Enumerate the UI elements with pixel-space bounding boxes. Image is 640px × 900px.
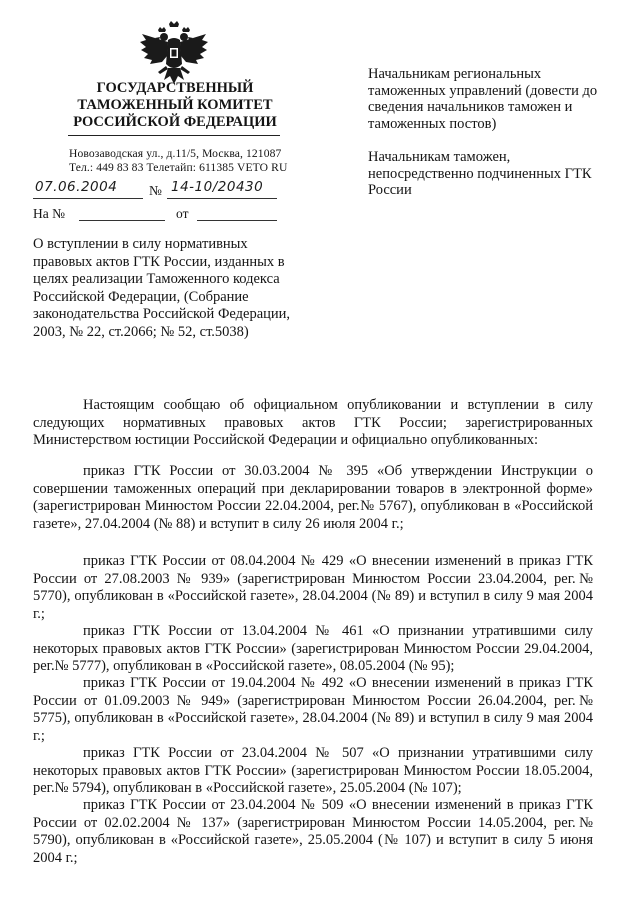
addressee-block	[368, 66, 608, 216]
order-5-text: приказ ГТК России от 23.04.2004 № 507 «О признании утратившими силу некоторых правовых актов ГТК России» (зарегистрирован Минюстом России 18.05.2004, рег.№ 5794), опубликован в «Российской газете», 25.05.2004 (№ 107);	[33, 745, 593, 796]
reference-line	[33, 206, 313, 224]
addressee-1: Начальникам региональных таможенных управлений (довести до сведения начальников таможен и таможенных постов)	[368, 66, 598, 132]
order-3-text: приказ ГТК России от 13.04.2004 № 461 «О признании утратившими силу некоторых правовых актов ГТК России» (зарегистрирован Минюстом России 29.04.2004, рег.№ 5777), опубликован в «Российской газете», 08.05.2004 (№ 95);	[33, 623, 593, 674]
order-2-text: приказ ГТК России от 08.04.2004 № 429 «О внесении изменений в приказ ГТК России от 27.08.2003 № 939» (зарегистрирован Минюстом России 23.04.2004, рег.№ 5770), опубликован в «Российской газете», 28.04.2004 (№ 89) и вступил в силу 9 мая 2004 г.;	[33, 553, 593, 622]
ref-number-label: На №	[33, 206, 65, 221]
ref-from-label: от	[176, 206, 189, 221]
order-item	[33, 463, 593, 533]
order-item	[33, 745, 593, 798]
organization-name	[60, 80, 290, 131]
document-subject: О вступлении в силу нормативных правовых актов ГТК России, изданных в целях реализации Таможенного кодекса Российской Федерации, (Собрание законодательства Российской Федерации, 2003, № 22, ст.2066; № 52, ст.5038)	[33, 236, 291, 340]
order-item	[33, 797, 593, 867]
number-label: №	[149, 183, 162, 198]
date-underline	[33, 198, 143, 199]
order-4-text: приказ ГТК России от 19.04.2004 № 492 «О внесении изменений в приказ ГТК России от 01.09.2003 № 949» (зарегистрирован Минюстом России 26.04.2004, рег.№ 5775), опубликован в «Российской газете», 28.04.2004 (№ 89) и вступил в силу 9 мая 2004 г.;	[33, 675, 593, 744]
intro-text: Настоящим сообщаю об официальном опубликовании и вступлении в силу следующих нормативных правовых актов ГТК России; зарегистрированных Министерством юстиции Российской Федерации и официально опубликованных:	[33, 397, 593, 448]
order-item	[33, 675, 593, 745]
order-item	[33, 553, 593, 623]
intro-paragraph	[33, 397, 593, 450]
document-date: 07.06.2004	[35, 179, 118, 195]
order-1-text: приказ ГТК России от 30.03.2004 № 395 «Об утверждении Инструкции о совершении таможенных операций при декларировании товаров в электронной форме» (зарегистрирован Минюстом России 22.04.2004, рег.№ 5767), опубликован в «Российской газете», 27.04.2004 (№ 88) и вступит в силу 26 июля 2004 г.;	[33, 463, 593, 532]
ref-date-blank	[197, 220, 277, 221]
document-number: 14-10/20430	[171, 179, 264, 195]
addressee-2: Начальникам таможен, непосредственно подчиненных ГТК России	[368, 149, 592, 198]
org-line-2: ТАМОЖЕННЫЙ КОМИТЕТ	[77, 97, 273, 113]
address-line: Новозаводская ул., д.11/5, Москва, 121087	[69, 147, 282, 160]
order-6-text: приказ ГТК России от 23.04.2004 № 509 «О внесении изменений в приказ ГТК России от 02.02.2004 № 137» (зарегистрирован Минюстом России 14.05.2004, рег.№ 5790), опубликован в «Российской газете», 25.05.2004 (№ 107) и вступит в силу 5 июня 2004 г.;	[33, 797, 593, 866]
registration-line	[33, 179, 313, 201]
phone-line: Тел.: 449 83 83 Телетайп: 611385 VETO RU	[69, 161, 288, 174]
org-line-3: РОССИЙСКОЙ ФЕДЕРАЦИИ	[73, 114, 277, 130]
header-divider	[68, 135, 280, 136]
org-line-1: ГОСУДАРСТВЕННЫЙ	[96, 80, 254, 96]
ref-number-blank	[79, 220, 165, 221]
order-item	[33, 623, 593, 676]
number-underline	[167, 198, 277, 199]
organization-address	[69, 147, 299, 175]
